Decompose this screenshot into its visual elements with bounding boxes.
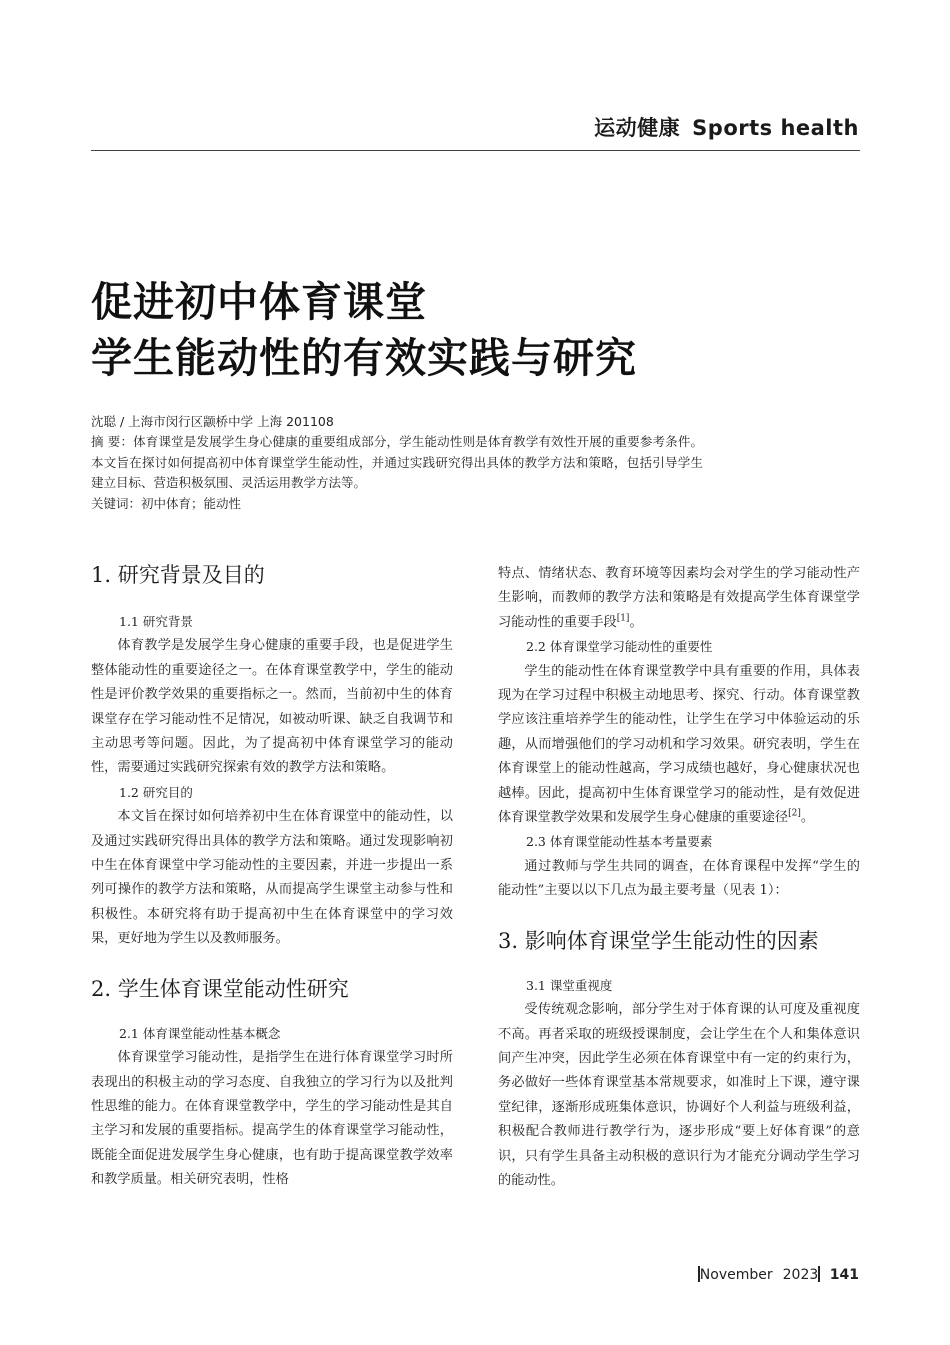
left-column — [91, 560, 453, 1193]
paragraph-2-3: 通过教师与学生共同的调查，在体育课程中发挥“学生的能动性”主要以以下几点为最主要考量（见表 1）： — [498, 858, 860, 899]
paragraph-end-mark: 。 — [800, 810, 815, 826]
section-label-zh: 运动健康 — [594, 116, 681, 140]
title-line-1: 促进初中体育课堂 — [91, 278, 427, 326]
subheading-2-3: 2.3 体育课堂能动性基本考量要素 — [526, 834, 713, 850]
author-affiliation: 沈聪 / 上海市闵行区颛桥中学 上海 201108 — [91, 414, 334, 429]
article-meta — [91, 412, 711, 514]
page-number: 141 — [829, 1267, 859, 1283]
section-header — [594, 112, 859, 142]
footer-year: 2023 — [782, 1267, 819, 1283]
subheading-3-1: 3.1 课堂重视度 — [526, 977, 613, 993]
footer-divider — [818, 1266, 820, 1282]
paragraph-end-mark: 。 — [629, 614, 643, 630]
paragraph-2-1-continued — [498, 562, 860, 635]
title-line-2: 学生能动性的有效实践与研究 — [91, 334, 637, 382]
heading-3: 3. 影响体育课堂学生能动性的因素 — [498, 928, 819, 953]
page-footer — [698, 1266, 859, 1283]
heading-1: 1. 研究背景及目的 — [91, 563, 265, 587]
citation-1: [1] — [616, 613, 630, 624]
header-divider — [91, 150, 860, 151]
subheading-1-1: 1.1 研究背景 — [119, 614, 193, 629]
subheading-2-2: 2.2 体育课堂学习能动性的重要性 — [526, 639, 713, 655]
heading-2: 2. 学生体育课堂能动性研究 — [91, 976, 349, 1001]
article-title — [91, 274, 637, 386]
paragraph-2-2-text: 学生的能动性在体育课堂教学中具有重要的作用，具体表现为在学习过程中积极主动地思考、探究、行动。体育课堂教学应该注重培养学生的能动性，让学生在学习中体验运动的乐趣，从而增强他们的学习动机和学习效果。研究表明，学生在体育课堂上的能动性越高，学习成绩也越好，身心健康状况也越棒。因此，提高初中生体育课堂学习的能动性，是有效促进体育课堂教学效果和发展学生身心健康的重要途径 — [498, 663, 860, 826]
section-label-en: Sports health — [692, 116, 859, 140]
abstract: 摘 要：体育课堂是发展学生身心健康的重要组成部分，学生能动性则是体育教学有效性开展的重要参考条件。本文旨在探讨如何提高初中体育课堂学生能动性，并通过实践研究得出具体的教学方法和策略，包括引导学生建立目标、营造积极氛围、灵活运用教学方法等。 — [91, 434, 703, 491]
paragraph-3-1: 受传统观念影响，部分学生对于体育课的认可度及重视度不高。再者采取的班级授课制度，会让学生在个人和集体意识间产生冲突，因此学生必须在体育课堂中有一定的约束行为，务必做好一些体育课堂基本常规要求，如准时上下课，遵守课堂纪律，逐渐形成班集体意识，协调好个人利益与班级利益，积极配合教师进行教学行为，逐步形成“要上好体育课”的意识，只有学生具备主动积极的意识行为才能充分调动学生学习的能动性。 — [498, 1002, 860, 1188]
subheading-2-1: 2.1 体育课堂能动性基本概念 — [119, 1025, 281, 1041]
citation-2: [2] — [788, 808, 801, 819]
paragraph-2-2 — [498, 660, 860, 831]
footer-month: November — [699, 1267, 773, 1283]
subheading-1-2: 1.2 研究目的 — [119, 784, 193, 800]
paragraph-2-1-continued-text: 特点、情绪状态、教育环境等因素均会对学生的学习能动性产生影响，而教师的教学方法和策略是有效提高学生体育课堂学习能动性的重要手段 — [498, 566, 860, 630]
paragraph-1-1: 体育教学是发展学生身心健康的重要手段，也是促进学生整体能动性的重要途径之一。在体育课堂教学中，学生的能动性是评价教学效果的重要指标之一。然而，当前初中生的体育课堂存在学习能动性不足情况，如被动听课、缺乏自我调节和主动思考等问题。因此，为了提高初中体育课堂学习的能动性，需要通过实践研究探索有效的教学方法和策略。 — [91, 638, 453, 776]
paragraph-2-1: 体育课堂学习能动性，是指学生在进行体育课堂学习时所表现出的积极主动的学习态度、自我独立的学习行为以及批判性思维的能力。在体育课堂教学中，学生的学习能动性是其自主学习和发展的重要指标。提高学生的体育课堂学习能动性，既能全面促进发展学生身心健康，也有助于提高课堂教学效率和教学质量。相关研究表明，性格 — [91, 1050, 453, 1188]
paragraph-1-2: 本文旨在探讨如何培养初中生在体育课堂中的能动性，以及通过实践研究得出具体的教学方法和策略。通过发现影响初中生在体育课堂中学习能动性的主要因素，并进一步提出一系列可操作的教学方法和策略，从而提高学生课堂主动参与性和积极性。本研究将有助于提高初中生在体育课堂中的学习效果，更好地为学生以及教师服务。 — [91, 809, 453, 947]
right-column — [498, 562, 860, 1193]
keywords: 关键词：初中体育；能动性 — [91, 495, 242, 511]
